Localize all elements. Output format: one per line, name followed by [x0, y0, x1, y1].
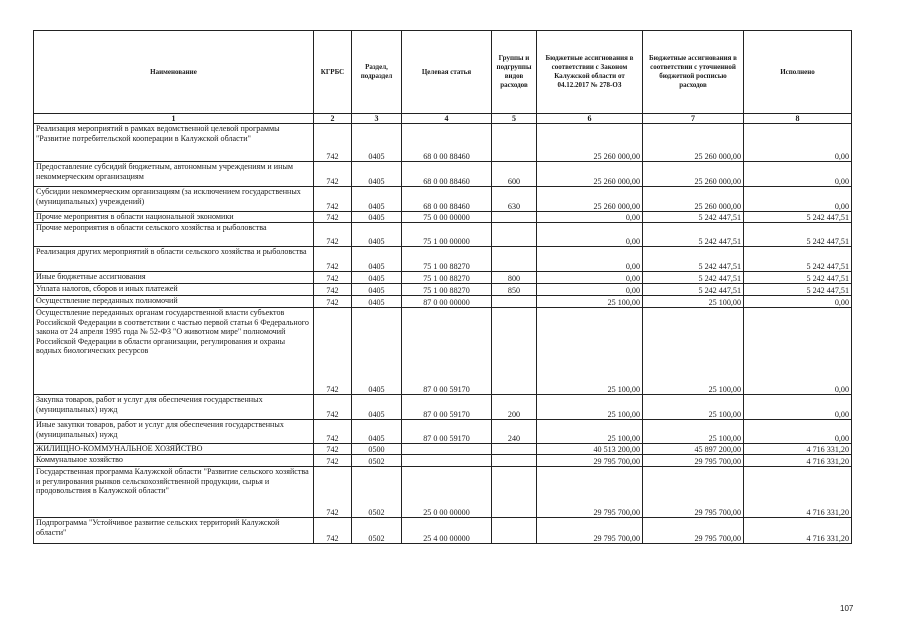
cell-group: [492, 467, 537, 518]
cell-law: 25 260 000,00: [537, 124, 643, 162]
column-number: 5: [492, 114, 537, 124]
cell-section: 0405: [352, 187, 402, 212]
cell-law: 40 513 200,00: [537, 444, 643, 455]
budget-table: [33, 30, 852, 544]
cell-done: 5 242 447,51: [744, 212, 852, 223]
header-updated: Бюджетные ассигнования в соответствии с уточненной бюджетной росписью расходов: [643, 31, 744, 114]
cell-name: Осуществление переданных органам государственной власти субъектов Российской Федерации в соответствии с частью первой статьи 6 Федерального закона от 24 апреля 1995 года № 52-ФЗ "О животном мире" полномочий Российской Федерации в области организации, регулирования и охраны водных биологических ресурсов: [34, 308, 314, 395]
cell-name: Прочие мероприятия в области сельского хозяйства и рыболовства: [34, 223, 314, 247]
cell-target: 68 0 00 88460: [402, 124, 492, 162]
cell-law: 25 100,00: [537, 308, 643, 395]
cell-kgrbs: 742: [314, 518, 352, 544]
column-number: 1: [34, 114, 314, 124]
cell-section: 0405: [352, 223, 402, 247]
cell-section: 0405: [352, 124, 402, 162]
cell-target: [402, 455, 492, 467]
cell-updated: 45 897 200,00: [643, 444, 744, 455]
table-row: [34, 223, 852, 247]
cell-target: 68 0 00 88460: [402, 187, 492, 212]
cell-section: 0405: [352, 284, 402, 296]
cell-law: 0,00: [537, 247, 643, 272]
cell-law: 29 795 700,00: [537, 467, 643, 518]
table-row: [34, 272, 852, 284]
table-row: [34, 308, 852, 395]
cell-done: 4 716 331,20: [744, 455, 852, 467]
table-row: [34, 212, 852, 223]
cell-name: Субсидии некоммерческим организациям (за исключением государственных (муниципальных) учреждений): [34, 187, 314, 212]
cell-section: 0502: [352, 518, 402, 544]
column-number: 3: [352, 114, 402, 124]
cell-law: 0,00: [537, 212, 643, 223]
cell-done: 0,00: [744, 308, 852, 395]
cell-kgrbs: 742: [314, 162, 352, 187]
cell-kgrbs: 742: [314, 187, 352, 212]
cell-section: 0500: [352, 444, 402, 455]
cell-kgrbs: 742: [314, 308, 352, 395]
cell-group: 630: [492, 187, 537, 212]
cell-done: 5 242 447,51: [744, 272, 852, 284]
cell-group: [492, 296, 537, 308]
table-row: [34, 395, 852, 420]
cell-updated: 5 242 447,51: [643, 284, 744, 296]
cell-group: 200: [492, 395, 537, 420]
cell-name: Уплата налогов, сборов и иных платежей: [34, 284, 314, 296]
cell-done: 0,00: [744, 296, 852, 308]
cell-group: [492, 247, 537, 272]
cell-kgrbs: 742: [314, 247, 352, 272]
cell-section: 0405: [352, 162, 402, 187]
cell-updated: 5 242 447,51: [643, 223, 744, 247]
cell-updated: 25 100,00: [643, 395, 744, 420]
cell-section: 0405: [352, 212, 402, 223]
cell-updated: 29 795 700,00: [643, 455, 744, 467]
cell-section: 0405: [352, 296, 402, 308]
cell-kgrbs: 742: [314, 395, 352, 420]
column-number: 4: [402, 114, 492, 124]
table-row: [34, 296, 852, 308]
cell-target: 87 0 00 59170: [402, 308, 492, 395]
header-kgrbs: КГРБС: [314, 31, 352, 114]
cell-name: Подпрограмма "Устойчивое развитие сельских территорий Калужской области": [34, 518, 314, 544]
cell-kgrbs: 742: [314, 467, 352, 518]
cell-kgrbs: 742: [314, 296, 352, 308]
header-row: [34, 31, 852, 114]
cell-updated: 25 100,00: [643, 308, 744, 395]
cell-updated: 5 242 447,51: [643, 272, 744, 284]
cell-kgrbs: 742: [314, 272, 352, 284]
cell-name: Иные бюджетные ассигнования: [34, 272, 314, 284]
cell-target: 75 1 00 88270: [402, 284, 492, 296]
cell-kgrbs: 742: [314, 124, 352, 162]
cell-kgrbs: 742: [314, 455, 352, 467]
page-number: 107: [840, 604, 854, 613]
cell-target: 87 0 00 59170: [402, 395, 492, 420]
cell-done: 0,00: [744, 187, 852, 212]
cell-section: 0405: [352, 247, 402, 272]
cell-group: [492, 308, 537, 395]
cell-group: 850: [492, 284, 537, 296]
cell-name: Предоставление субсидий бюджетным, автономным учреждениям и иным некоммерческим организациям: [34, 162, 314, 187]
cell-kgrbs: 742: [314, 223, 352, 247]
cell-name: Закупка товаров, работ и услуг для обеспечения государственных (муниципальных) нужд: [34, 395, 314, 420]
cell-group: [492, 124, 537, 162]
cell-group: [492, 518, 537, 544]
table-row: [34, 187, 852, 212]
cell-section: 0405: [352, 420, 402, 444]
cell-law: 25 100,00: [537, 420, 643, 444]
cell-name: ЖИЛИЩНО-КОММУНАЛЬНОЕ ХОЗЯЙСТВО: [34, 444, 314, 455]
cell-done: 0,00: [744, 124, 852, 162]
cell-updated: 29 795 700,00: [643, 467, 744, 518]
cell-done: 4 716 331,20: [744, 444, 852, 455]
cell-section: 0502: [352, 455, 402, 467]
cell-section: 0405: [352, 308, 402, 395]
header-section: Раздел, подраздел: [352, 31, 402, 114]
cell-done: 0,00: [744, 162, 852, 187]
cell-section: 0405: [352, 395, 402, 420]
cell-target: 25 0 00 00000: [402, 467, 492, 518]
header-target: Целевая статья: [402, 31, 492, 114]
cell-kgrbs: 742: [314, 284, 352, 296]
cell-group: [492, 455, 537, 467]
cell-name: Прочие мероприятия в области национальной экономики: [34, 212, 314, 223]
cell-law: 25 100,00: [537, 395, 643, 420]
cell-law: 0,00: [537, 272, 643, 284]
header-groups: Группы и подгруппы видов расходов: [492, 31, 537, 114]
cell-kgrbs: 742: [314, 420, 352, 444]
cell-target: 68 0 00 88460: [402, 162, 492, 187]
table-row: [34, 124, 852, 162]
cell-done: 5 242 447,51: [744, 223, 852, 247]
cell-done: 4 716 331,20: [744, 467, 852, 518]
cell-name: Реализация других мероприятий в области сельского хозяйства и рыболовства: [34, 247, 314, 272]
cell-law: 0,00: [537, 284, 643, 296]
cell-kgrbs: 742: [314, 444, 352, 455]
cell-group: [492, 212, 537, 223]
cell-target: 75 0 00 00000: [402, 212, 492, 223]
table-row: [34, 247, 852, 272]
cell-law: 25 260 000,00: [537, 187, 643, 212]
cell-done: 4 716 331,20: [744, 518, 852, 544]
cell-target: 87 0 00 00000: [402, 296, 492, 308]
cell-done: 0,00: [744, 420, 852, 444]
cell-done: 0,00: [744, 395, 852, 420]
table-row: [34, 444, 852, 455]
cell-target: 87 0 00 59170: [402, 420, 492, 444]
cell-name: Иные закупки товаров, работ и услуг для обеспечения государственных (муниципальных) нужд: [34, 420, 314, 444]
cell-target: 75 1 00 88270: [402, 272, 492, 284]
cell-law: 29 795 700,00: [537, 518, 643, 544]
cell-updated: 5 242 447,51: [643, 247, 744, 272]
cell-target: 25 4 00 00000: [402, 518, 492, 544]
cell-section: 0502: [352, 467, 402, 518]
cell-done: 5 242 447,51: [744, 284, 852, 296]
header-name: Наименование: [34, 31, 314, 114]
header-law: Бюджетные ассигнования в соответствии с Законом Калужской области от 04.12.2017 № 278-ОЗ: [537, 31, 643, 114]
cell-updated: 25 260 000,00: [643, 187, 744, 212]
table-row: [34, 420, 852, 444]
cell-group: [492, 223, 537, 247]
cell-group: 800: [492, 272, 537, 284]
cell-law: 0,00: [537, 223, 643, 247]
cell-name: Государственная программа Калужской области "Развитие сельского хозяйства и регулирования рынков сельскохозяйственной продукции, сырья и продовольствия в Калужской области": [34, 467, 314, 518]
cell-name: Коммунальное хозяйство: [34, 455, 314, 467]
cell-name: Реализация мероприятий в рамках ведомственной целевой программы "Развитие потребительской кооперации в Калужской области": [34, 124, 314, 162]
cell-updated: 29 795 700,00: [643, 518, 744, 544]
cell-law: 25 260 000,00: [537, 162, 643, 187]
cell-target: [402, 444, 492, 455]
column-number: 2: [314, 114, 352, 124]
table-row: [34, 162, 852, 187]
column-number: 7: [643, 114, 744, 124]
table-row: [34, 455, 852, 467]
table-row: [34, 284, 852, 296]
cell-law: 29 795 700,00: [537, 455, 643, 467]
cell-group: 600: [492, 162, 537, 187]
cell-section: 0405: [352, 272, 402, 284]
cell-group: 240: [492, 420, 537, 444]
cell-law: 25 100,00: [537, 296, 643, 308]
cell-target: 75 1 00 00000: [402, 223, 492, 247]
column-number: 8: [744, 114, 852, 124]
cell-updated: 25 100,00: [643, 296, 744, 308]
cell-name: Осуществление переданных полномочий: [34, 296, 314, 308]
cell-kgrbs: 742: [314, 212, 352, 223]
cell-updated: 25 260 000,00: [643, 124, 744, 162]
cell-target: 75 1 00 88270: [402, 247, 492, 272]
column-number-row: [34, 114, 852, 124]
header-done: Исполнено: [744, 31, 852, 114]
cell-updated: 25 100,00: [643, 420, 744, 444]
column-number: 6: [537, 114, 643, 124]
cell-group: [492, 444, 537, 455]
cell-updated: 5 242 447,51: [643, 212, 744, 223]
table-row: [34, 467, 852, 518]
cell-done: 5 242 447,51: [744, 247, 852, 272]
table-row: [34, 518, 852, 544]
cell-updated: 25 260 000,00: [643, 162, 744, 187]
